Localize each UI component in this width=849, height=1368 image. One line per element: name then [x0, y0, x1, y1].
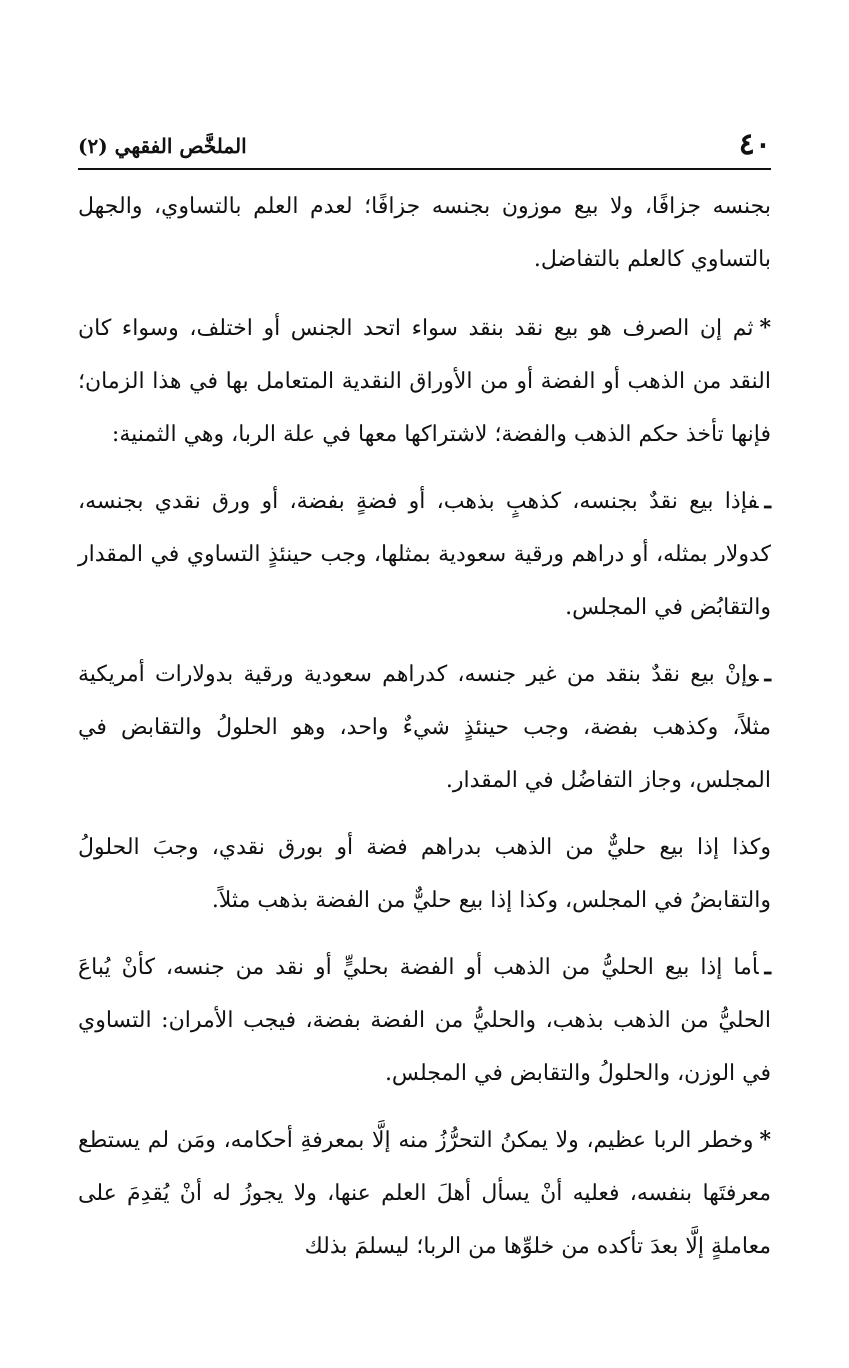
paragraph: [78, 821, 771, 927]
paragraph: [78, 302, 771, 461]
asterisk-marker: *: [759, 1127, 771, 1153]
paragraph-text: وكذا إذا بيع حليٌّ من الذهب بدراهم فضة أو بورق نقدي، وجبَ الحلولُ والتقابضُ في المجلس، وكذا إذا بيع حليٌّ من الفضة بذهب مثلاً.: [78, 835, 771, 913]
paragraph: [78, 180, 771, 286]
paragraph-text: ثم إن الصرف هو بيع نقد بنقد سواء اتحد الجنس أو اختلف، وسواء كان النقد من الذهب أو الفضة أو من الأوراق النقدية المتعامل بها في هذا الزمان؛ فإنها تأخذ حكم الذهب والفضة؛ لاشتراكها معها في علة الربا، وهي الثمنية:: [78, 316, 771, 447]
header-rule: [78, 168, 771, 170]
paragraph: [78, 1114, 771, 1273]
paragraph: [78, 648, 771, 807]
paragraph-text: فإذا بيع نقدٌ بجنسه، كذهبٍ بذهب، أو فضةٍ بفضة، أو ورق نقدي بجنسه، كدولار بمثله، أو دراهم ورقية سعودية بمثلها، وجب حينئذٍ التساوي في المقدار والتقابُض في المجلس.: [78, 489, 771, 620]
dash-marker: ـ: [764, 661, 771, 687]
paragraph-text: وخطر الربا عظيم، ولا يمكنُ التحرُّزُ منه إلَّا بمعرفةِ أحكامه، ومَن لم يستطع معرفتَها بنفسه، فعليه أنْ يسأل أهلَ العلم عنها، ولا يجوزُ له أنْ يُقدِمَ على معاملةٍ إلَّا بعدَ تأكده من خلوِّها من الربا؛ ليسلمَ بذلك: [78, 1128, 771, 1259]
page-number: ٤٠: [738, 127, 771, 162]
asterisk-marker: *: [759, 315, 771, 341]
paragraph-text: وإنْ بيع نقدٌ بنقد من غير جنسه، كدراهم سعودية ورقية بدولارات أمريكية مثلاً، وكذهب بفضة، وجب حينئذٍ شيءٌ واحد، وهو الحلولُ والتقابض في المجلس، وجاز التفاضُل في المقدار.: [78, 662, 771, 793]
paragraph: [78, 941, 771, 1100]
page-body: [78, 180, 771, 1287]
paragraph-text: أما إذا بيع الحليُّ من الذهب أو الفضة بحليٍّ أو نقد من جنسه، كأنْ يُباعَ الحليُّ من الذهب بذهب، والحليُّ من الفضة بفضة، فيجب الأمران: التساوي في الوزن، والحلولُ والتقابض في المجلس.: [78, 955, 771, 1086]
running-title: الملخَّص الفقهي (٢): [78, 134, 247, 158]
paragraph: [78, 475, 771, 634]
page-header: [78, 120, 771, 160]
dash-marker: ـ: [764, 488, 771, 514]
paragraph-text: بجنسه جزافًا، ولا بيع موزون بجنسه جزافًا؛ لعدم العلم بالتساوي، والجهل بالتساوي كالعلم بالتفاضل.: [78, 194, 771, 272]
dash-marker: ـ: [764, 954, 771, 980]
